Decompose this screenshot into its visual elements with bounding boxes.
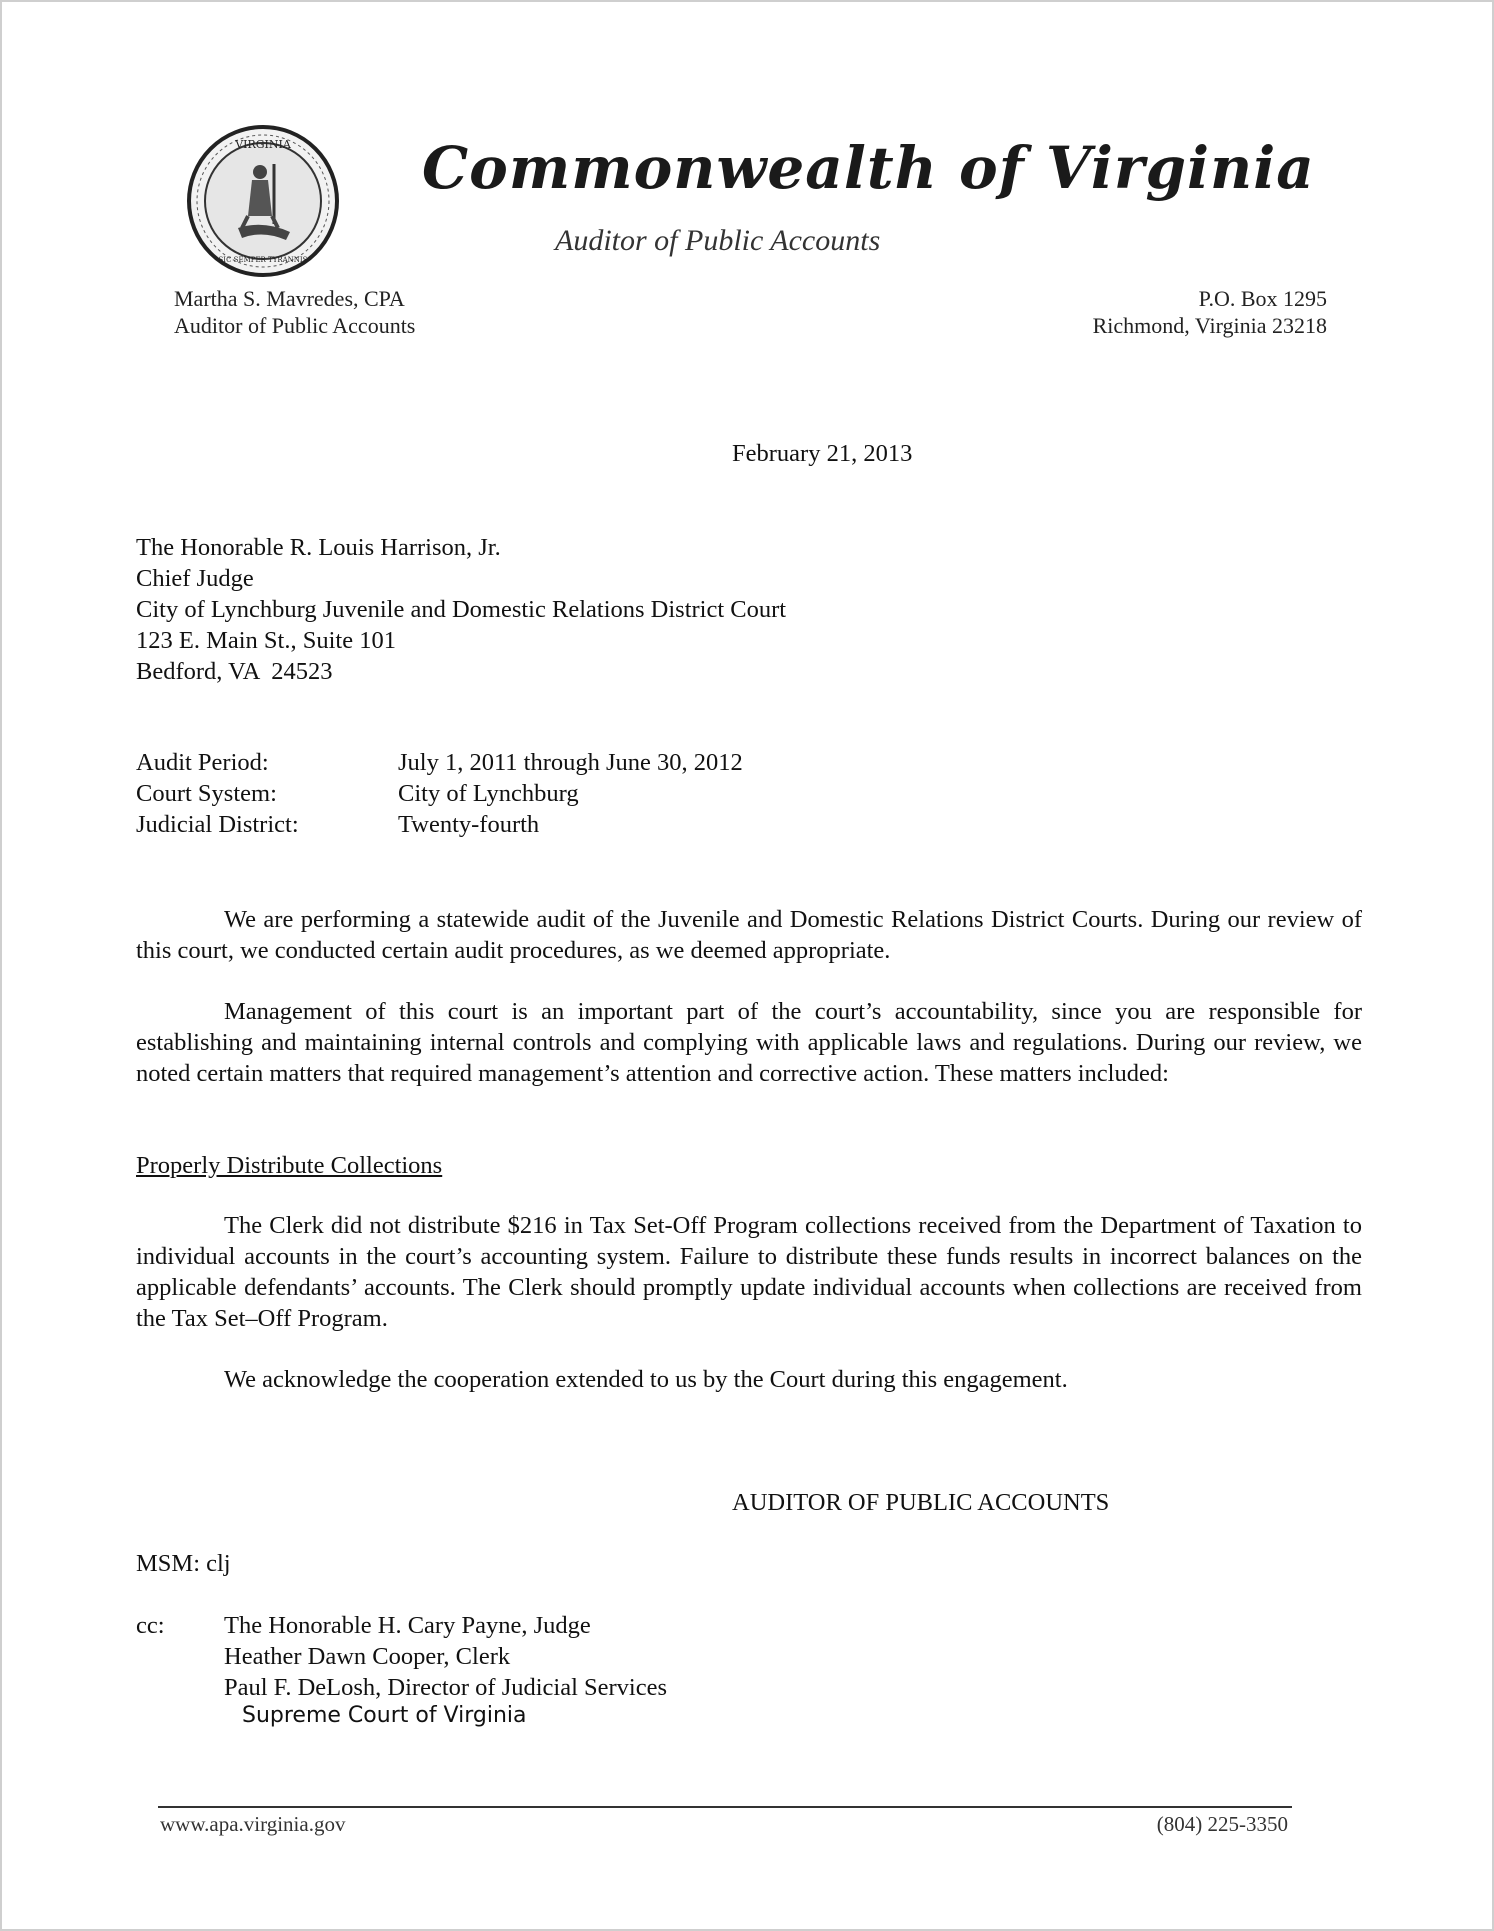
- cc-line-3: Paul F. DeLosh, Director of Judicial Services: [224, 1674, 668, 1701]
- letterhead-subtitle: Auditor of Public Accounts: [555, 224, 881, 257]
- paragraph-3-text: The Clerk did not distribute $216 in Tax Set-Off Program collections received from the Department of Taxation to individual accounts in the court’s accounting system. Failure to distribute these funds results in incorrect balances on the applicable defendants’ accounts. The Clerk should promptly update individual accounts when collections are received from the Tax Set–Off Program.: [136, 1212, 1362, 1332]
- recipient-address: [136, 532, 786, 687]
- judicial-district-row: [136, 809, 743, 840]
- initials: MSM: clj: [136, 1550, 231, 1577]
- recipient-name: The Honorable R. Louis Harrison, Jr.: [136, 534, 501, 561]
- paragraph-4-text: We acknowledge the cooperation extended to us by the Court during this engagement.: [224, 1366, 1068, 1393]
- section-heading: Properly Distribute Collections: [136, 1152, 443, 1179]
- footer-phone: (804) 225-3350: [1156, 1812, 1288, 1836]
- cc-line-1: The Honorable H. Cary Payne, Judge: [224, 1612, 591, 1639]
- paragraph-4: [136, 1364, 1362, 1395]
- paragraph-1: [136, 904, 1362, 966]
- cc-line-4: Supreme Court of Virginia: [242, 1703, 527, 1728]
- footer-divider: [158, 1806, 1292, 1808]
- signature-block: AUDITOR OF PUBLIC ACCOUNTS: [732, 1489, 1110, 1516]
- letterhead-auditor-block: [174, 285, 415, 339]
- recipient-city: Bedford, VA 24523: [136, 658, 333, 685]
- footer-website: www.apa.virginia.gov: [160, 1812, 346, 1836]
- cc-label: cc:: [136, 1612, 165, 1639]
- paragraph-2-text: Management of this court is an important part of the court’s accountability, since you are responsible for establishing and maintaining internal controls and complying with applicable laws and regulations. During our review, we noted certain matters that required management’s attention and corrective action. These matters included:: [136, 998, 1362, 1087]
- letter-date: February 21, 2013: [732, 440, 913, 467]
- paragraph-2: [136, 996, 1362, 1089]
- audit-meta: [136, 747, 743, 840]
- cc-list: [224, 1610, 667, 1703]
- cc-line-2: Heather Dawn Cooper, Clerk: [224, 1643, 511, 1670]
- audit-period-row: [136, 747, 743, 778]
- auditor-name: Martha S. Mavredes, CPA: [174, 286, 405, 311]
- paragraph-1-text: We are performing a statewide audit of the Juvenile and Domestic Relations District Courts. During our review of this court, we conducted certain audit procedures, as we deemed appropriate.: [136, 906, 1362, 964]
- letterhead-address-block: [1093, 285, 1327, 339]
- seal-name-text: VIRGINIA: [235, 138, 291, 151]
- judicial-district-value: Twenty-fourth: [398, 811, 540, 838]
- auditor-title: Auditor of Public Accounts: [174, 313, 416, 338]
- court-system-row: [136, 778, 743, 809]
- recipient-court: City of Lynchburg Juvenile and Domestic Relations District Court: [136, 596, 787, 623]
- virginia-seal-icon: [186, 124, 340, 278]
- recipient-street: 123 E. Main St., Suite 101: [136, 627, 396, 654]
- seal-motto-text: SIC SEMPER TYRANNIS: [218, 256, 308, 264]
- recipient-title: Chief Judge: [136, 565, 254, 592]
- paragraph-3: [136, 1210, 1362, 1334]
- court-system-value: City of Lynchburg: [398, 780, 579, 807]
- city-state-zip: Richmond, Virginia 23218: [1092, 313, 1327, 338]
- letterhead-title: Commonwealth of Virginia: [422, 134, 1315, 202]
- po-box: P.O. Box 1295: [1198, 286, 1327, 311]
- court-system-label: Court System:: [136, 780, 277, 807]
- audit-period-value: July 1, 2011 through June 30, 2012: [398, 749, 743, 776]
- judicial-district-label: Judicial District:: [136, 811, 299, 838]
- audit-period-label: Audit Period:: [136, 749, 269, 776]
